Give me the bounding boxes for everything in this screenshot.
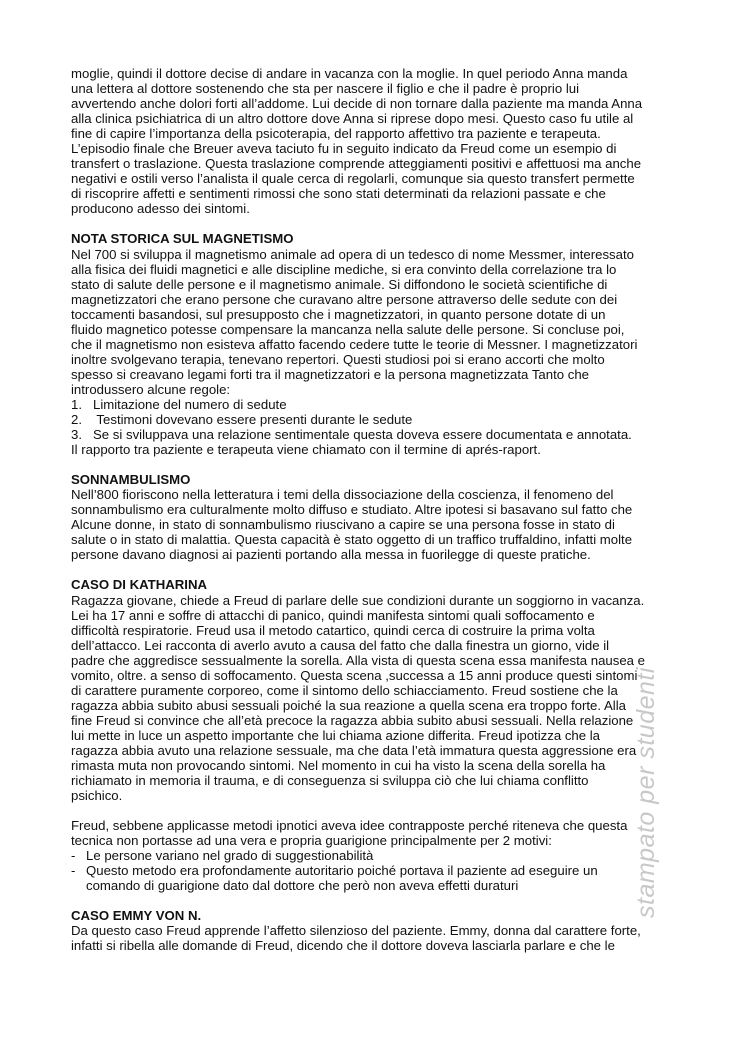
text-line: Freud, sebbene applicasse metodi ipnotici aveva idee contrapposte perché riteneva che questa <box>71 818 628 834</box>
text-line: ragazza abbia avuto una relazione sessuale, ma che data l’età immatura questa aggressione era <box>71 742 637 758</box>
text-line: persone davano diagnosi ai pazienti portando alla messa in fuorilegge di queste pratiche. <box>71 547 591 563</box>
text-line: toccamenti basandosi, sul presupposto che i magnetizzatori, in quanto persone dotate di un <box>71 306 606 322</box>
numbered-rule <box>71 397 675 412</box>
text-line: che il magnetismo non esisteva affatto facendo cedere tutte le teorie di Messner. I magnetizzatori <box>71 336 638 352</box>
text-line: difficoltà respiratorie. Freud usa il metodo catartico, quindi cerca di costruire la prima volta <box>71 622 595 638</box>
numbered-rule <box>71 427 675 442</box>
text-line: spesso si creavano legami forti tra il magnetizzatori e la persona magnetizzata Tanto che <box>71 366 590 382</box>
dash-bullet: - <box>71 863 76 879</box>
text-line: inoltre svolgevano terapia, tenevano repertori. Questi studiosi poi si erano accorti che molto <box>71 351 605 367</box>
document-page <box>71 66 675 954</box>
text-line: ragazza abbia subito abusi sessuali poiché la sua reazione a quella scena era troppo forte. Alla <box>71 697 626 713</box>
dash-bullet: - <box>71 848 76 864</box>
bullet-item <box>71 863 675 878</box>
text-line: infatti si ribella alle domande di Freud, dicendo che il dottore doveva lasciarla parlare e che le <box>71 938 615 954</box>
text-line: di riscoprire affetti e sentimenti rimossi che sono stati determinati da relazioni passate e che <box>71 186 606 202</box>
text-line: introdussero alcune regole: <box>71 381 231 397</box>
section-heading-katharina: CASO DI KATHARINA <box>71 577 208 593</box>
text-line: avvertendo anche dolori forti all’addome. Lui decide di non tornare dalla paziente ma manda Anna <box>71 96 643 112</box>
text-line: magnetizzatori che erano persone che curavano altre persone attraverso delle sedute con dei <box>71 291 618 307</box>
text-line: L’episodio finale che Breuer aveva taciuto fu in seguito indicato da Freud come un esempio di <box>71 141 617 157</box>
text-line: psichico. <box>71 788 123 804</box>
bullet-text: Le persone variano nel grado di suggestionabilità <box>86 848 374 864</box>
text-line: alla clinica psichiatrica di un altro dottore dove Anna si riprese dopo mesi. Questo caso fu utile al <box>71 111 634 127</box>
bullet-item <box>71 848 675 863</box>
text-line: negativi e ostili verso l’analista il quale cerca di regolarli, comunque sia questo transfert permette <box>71 171 635 187</box>
numbered-rule <box>71 412 675 427</box>
rule-number: 1. <box>71 396 82 412</box>
text-line: transfert o traslazione. Questa traslazione comprende atteggiamenti positivi e affettuosi ma anche <box>71 156 642 172</box>
rule-number: 2. <box>71 412 82 428</box>
section-heading-sonnambulismo: SONNAMBULISMO <box>71 472 191 488</box>
rule-text: Testimoni dovevano essere presenti durante le sedute <box>93 412 413 428</box>
text-line: fine Freud si convince che all’età precoce la ragazza abbia subito abusi sessuali. Nella relazione <box>71 712 634 728</box>
text-line: Nell’800 fioriscono nella letteratura i temi della dissociazione della coscienza, il fenomeno del <box>71 487 614 503</box>
text-line: fluido magnetico potesse compensare la mancanza nella salute delle persone. Si concluse poi, <box>71 321 625 337</box>
section-heading-emmy: CASO EMMY VON N. <box>71 908 202 924</box>
text-line: una lettera al dottore sostenendo che sta per nascere il figlio e che il padre è proprio lui <box>71 81 580 97</box>
bullet-text-continuation: comando di guarigione dato dal dottore che però non aveva effetti duraturi <box>86 878 519 894</box>
text-line: alla fisica dei fluidi magnetici e alle discipline mediche, si era convinto della correlazione tra lo <box>71 261 617 277</box>
text-line: stato di salute delle persone e il magnetismo animale. Si diffondono le società scientifiche di <box>71 276 608 292</box>
text-line: Il rapporto tra paziente e terapeuta viene chiamato con il termine di aprés-raport. <box>71 442 541 458</box>
bullet-text: Questo metodo era profondamente autoritario poiché portava il paziente ad eseguire un <box>86 863 598 879</box>
text-line: Lei ha 17 anni e soffre di attacchi di panico, quindi manifesta sintomi quali soffocamento e <box>71 607 595 623</box>
text-line: tecnica non portasse ad una vera e propria guarigione principalmente per 2 motivi: <box>71 833 552 849</box>
text-line: Nel 700 si sviluppa il magnetismo animale ad opera di un tedesco di nome Messmer, interessato <box>71 246 634 262</box>
text-line: fine di capire l’importanza della psicoterapia, del rapporto affettivo tra paziente e terapeuta. <box>71 126 601 142</box>
text-line: salute o in stato di malattia. Questa capacità è stato oggetto di un traffico truffaldino, infatti molte <box>71 532 633 548</box>
rule-number: 3. <box>71 427 82 443</box>
text-line: padre che aggredisce sessualmente la sorella. Alla vista di questa scena essa manifesta nausea e <box>71 652 645 668</box>
text-line: vomito, oltre. a senso di soffocamento. Questa scena ,successa a 15 anni produce questi sintomi <box>71 667 638 683</box>
text-line: lui mette in luce un aspetto importante che lui chiama azione differita. Freud ipotizza che la <box>71 727 601 743</box>
text-line: rimasta muta non provocando sintomi. Nel momento in cui ha visto la scena della sorella ha <box>71 758 606 774</box>
text-line: producono adesso dei sintomi. <box>71 201 250 217</box>
text-line: Ragazza giovane, chiede a Freud di parlare delle sue condizioni durante un soggiorno in vacanza. <box>71 592 645 608</box>
section-heading-magnetismo: NOTA STORICA SUL MAGNETISMO <box>71 231 294 247</box>
text-line: Da questo caso Freud apprende l’affetto silenzioso del paziente. Emmy, donna dal carattere forte, <box>71 923 641 939</box>
rule-text: Limitazione del numero di sedute <box>93 396 287 412</box>
text-line: richiamato in memoria il trauma, e di conseguenza si sviluppa ciò che lui chiama conflitto <box>71 773 589 789</box>
text-line: moglie, quindi il dottore decise di andare in vacanza con la moglie. In quel periodo Anna manda <box>71 66 628 81</box>
text-line: sonnambulismo era culturalmente molto diffuso e studiato. Altre ipotesi si basavano sul fatto che <box>71 502 633 518</box>
rule-text: Se si sviluppava una relazione sentimentale questa doveva essere documentata e annotata. <box>93 427 632 443</box>
text-line: di carattere puramente corporeo, come il sintomo dello schiacciamento. Freud sostiene che la <box>71 682 618 698</box>
watermark: stampato per studenti <box>632 667 660 918</box>
text-line: dell’attacco. Lei racconta di averlo avuto a causa del fatto che dalla finestra un giorno, vide il <box>71 637 610 653</box>
text-line: Alcune donne, in stato di sonnambulismo riuscivano a capire se una persona fosse in stato di <box>71 517 615 533</box>
